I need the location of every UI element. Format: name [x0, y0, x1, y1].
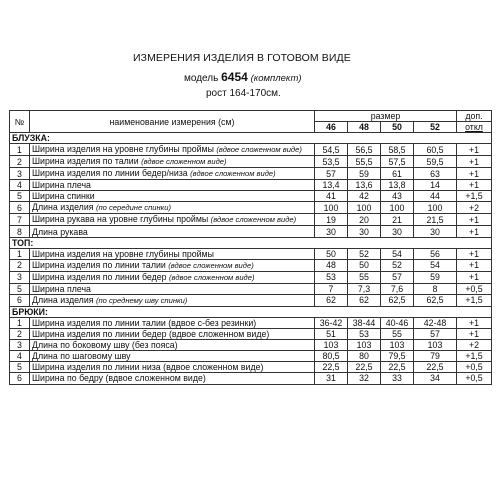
row-number: 1 — [10, 144, 30, 156]
measurement-label: Длина по шаговому шву — [32, 351, 131, 362]
measurement-label: Ширина изделия по линии низа (вдвое сложенном виде) — [32, 362, 264, 373]
size-value: 42-48 — [414, 317, 457, 328]
measurement-name — [30, 191, 315, 202]
measurement-name — [30, 202, 315, 214]
measurement-label: Длина рукава — [32, 226, 88, 237]
size-value: 32 — [348, 373, 381, 384]
size-value: 57 — [315, 168, 348, 180]
tolerance-value: +1,5 — [457, 294, 492, 306]
table-row — [10, 283, 492, 294]
row-number: 3 — [10, 340, 30, 351]
size-value: 52 — [348, 248, 381, 259]
size-value: 62,5 — [381, 294, 414, 306]
header-sizes: размер — [315, 111, 457, 122]
measurement-label: Ширина изделия по линии талии (вдвое с-без резинки) — [32, 317, 257, 328]
size-value: 53 — [315, 271, 348, 283]
row-number: 5 — [10, 191, 30, 202]
tolerance-value: +0,5 — [457, 283, 492, 294]
row-number: 2 — [10, 156, 30, 168]
section-title: БЛУЗКА: — [10, 133, 492, 144]
size-value: 60,5 — [414, 144, 457, 156]
size-value: 48 — [315, 259, 348, 271]
measurement-name — [30, 226, 315, 237]
measurement-name — [30, 294, 315, 306]
measurement-label: Ширина изделия по линии бедер — [32, 271, 167, 282]
table-row — [10, 202, 492, 214]
size-value: 36-42 — [315, 317, 348, 328]
size-value: 50 — [348, 259, 381, 271]
measurement-label: Ширина изделия по линии бедер/низа — [32, 168, 188, 179]
tolerance-value: +1 — [457, 271, 492, 283]
size-value: 30 — [414, 226, 457, 237]
measurement-note: (по среднему шву спинки) — [95, 295, 188, 305]
table-row — [10, 373, 492, 384]
size-value: 55 — [381, 329, 414, 340]
header-tolerance-2: откл — [457, 122, 492, 133]
table-header-row-1 — [10, 111, 492, 122]
size-value: 62 — [315, 294, 348, 306]
size-value: 33 — [381, 373, 414, 384]
measurement-name — [30, 340, 315, 351]
header-number: № — [10, 111, 30, 133]
size-value: 54 — [381, 248, 414, 259]
row-number: 6 — [10, 202, 30, 214]
tolerance-value: +1 — [457, 180, 492, 191]
size-value: 59 — [348, 168, 381, 180]
size-value: 103 — [348, 340, 381, 351]
measurement-label: Ширина изделия по линии талии — [32, 259, 166, 270]
size-value: 38-44 — [348, 317, 381, 328]
measurement-name — [30, 259, 315, 271]
tolerance-value: +1 — [457, 329, 492, 340]
measurement-note: (вдвое сложенном виде) — [216, 145, 302, 155]
measurement-note: (вдвое сложенном виде) — [190, 169, 276, 179]
measurement-name — [30, 351, 315, 362]
size-value: 57 — [381, 271, 414, 283]
row-number: 2 — [10, 259, 30, 271]
row-number: 4 — [10, 180, 30, 191]
table-row — [10, 214, 492, 226]
table-row — [10, 156, 492, 168]
size-value: 8 — [414, 283, 457, 294]
size-value: 42 — [348, 191, 381, 202]
size-value: 61 — [381, 168, 414, 180]
tolerance-value: +1 — [457, 214, 492, 226]
row-number: 3 — [10, 168, 30, 180]
measurement-label: Длина изделия — [32, 294, 94, 305]
measurement-label: Ширина изделия по линии бедер (вдвое сложенном виде) — [32, 329, 270, 340]
measurement-label: Ширина изделия на уровне глубины проймы — [32, 248, 214, 259]
size-value: 103 — [414, 340, 457, 351]
size-value: 59,5 — [414, 156, 457, 168]
size-value: 30 — [315, 226, 348, 237]
size-value: 56,5 — [348, 144, 381, 156]
table-row — [10, 191, 492, 202]
size-value: 13,4 — [315, 180, 348, 191]
model-number: 6454 — [221, 70, 248, 84]
size-value: 53 — [348, 329, 381, 340]
size-value: 79 — [414, 351, 457, 362]
measurement-label: Длина по боковому шву (без пояса) — [32, 340, 178, 351]
size-value: 14 — [414, 180, 457, 191]
measurement-name — [30, 144, 315, 156]
row-number: 7 — [10, 214, 30, 226]
tolerance-value: +1,5 — [457, 351, 492, 362]
size-value: 21 — [381, 214, 414, 226]
tolerance-value: +1 — [457, 317, 492, 328]
tolerance-value: +1 — [457, 168, 492, 180]
size-value: 80 — [348, 351, 381, 362]
table-row — [10, 248, 492, 259]
table-row — [10, 168, 492, 180]
measurement-name — [30, 283, 315, 294]
measurement-label: Ширина изделия по талии — [32, 156, 139, 167]
size-value: 44 — [414, 191, 457, 202]
row-number: 3 — [10, 271, 30, 283]
document-title: ИЗМЕРЕНИЯ ИЗДЕЛИЯ В ГОТОВОМ ВИДЕ — [133, 52, 351, 64]
tolerance-value: +1 — [457, 226, 492, 237]
measurement-label: Длина изделия — [32, 202, 94, 213]
measurement-name — [30, 168, 315, 180]
size-value: 22,5 — [315, 362, 348, 373]
model-note: (комплект) — [250, 73, 302, 84]
size-value: 22,5 — [348, 362, 381, 373]
measurement-name — [30, 248, 315, 259]
size-value: 21,5 — [414, 214, 457, 226]
measurement-label: Ширина спинки — [32, 191, 95, 202]
size-value: 34 — [414, 373, 457, 384]
height-range: рост 164-170см. — [206, 88, 281, 99]
measurement-name — [30, 317, 315, 328]
size-value: 51 — [315, 329, 348, 340]
row-number: 4 — [10, 351, 30, 362]
size-value: 30 — [348, 226, 381, 237]
measurement-note: (вдвое сложенном виде) — [141, 157, 227, 167]
size-value: 100 — [381, 202, 414, 214]
measurement-name — [30, 156, 315, 168]
size-46: 46 — [315, 122, 348, 133]
table-row — [10, 351, 492, 362]
row-number: 1 — [10, 317, 30, 328]
table-row — [10, 340, 492, 351]
size-value: 80,5 — [315, 351, 348, 362]
size-value: 52 — [381, 259, 414, 271]
size-value: 57 — [414, 329, 457, 340]
size-value: 59 — [414, 271, 457, 283]
table-row — [10, 271, 492, 283]
size-value: 43 — [381, 191, 414, 202]
size-value: 13,6 — [348, 180, 381, 191]
size-value: 41 — [315, 191, 348, 202]
size-52: 52 — [414, 122, 457, 133]
row-number: 8 — [10, 226, 30, 237]
section-title: БРЮКИ: — [10, 306, 492, 317]
section-row — [10, 133, 492, 144]
measurement-name — [30, 214, 315, 226]
size-value: 54 — [414, 259, 457, 271]
tolerance-value: +1 — [457, 248, 492, 259]
table-row — [10, 259, 492, 271]
header-tolerance: доп. — [457, 111, 492, 122]
size-50: 50 — [381, 122, 414, 133]
size-value: 55,5 — [348, 156, 381, 168]
table-row — [10, 317, 492, 328]
size-value: 57,5 — [381, 156, 414, 168]
size-value: 50 — [315, 248, 348, 259]
size-value: 40-46 — [381, 317, 414, 328]
tolerance-value: +1 — [457, 259, 492, 271]
table-row — [10, 362, 492, 373]
row-number: 6 — [10, 373, 30, 384]
size-value: 79,5 — [381, 351, 414, 362]
measurement-label: Ширина плеча — [32, 180, 91, 191]
size-value: 55 — [348, 271, 381, 283]
size-value: 22,5 — [414, 362, 457, 373]
size-value: 7,6 — [381, 283, 414, 294]
size-value: 7,3 — [348, 283, 381, 294]
size-value: 100 — [348, 202, 381, 214]
measurement-name — [30, 271, 315, 283]
section-row — [10, 237, 492, 248]
size-value: 22,5 — [381, 362, 414, 373]
size-value: 103 — [381, 340, 414, 351]
measurement-table — [9, 110, 492, 385]
measurement-label: Ширина по бедру (вдвое сложенном виде) — [32, 373, 206, 384]
measurement-name — [30, 373, 315, 384]
measurement-name — [30, 180, 315, 191]
measurement-note: (вдвое сложенном виде) — [169, 272, 255, 282]
size-value: 20 — [348, 214, 381, 226]
size-value: 54,5 — [315, 144, 348, 156]
row-number: 5 — [10, 362, 30, 373]
size-48: 48 — [348, 122, 381, 133]
size-value: 56 — [414, 248, 457, 259]
size-value: 62,5 — [414, 294, 457, 306]
measurement-note: (вдвое сложенном виде) — [210, 215, 297, 225]
size-value: 58,5 — [381, 144, 414, 156]
model-label: модель — [184, 73, 219, 84]
header-measurement-name: наименование измерения (см) — [30, 111, 315, 133]
measurement-note: (вдвое сложенном виде) — [168, 260, 254, 270]
model-line — [184, 70, 302, 84]
section-title: ТОП: — [10, 237, 492, 248]
measurement-name — [30, 362, 315, 373]
size-value: 19 — [315, 214, 348, 226]
size-value: 30 — [381, 226, 414, 237]
tolerance-value: +1,5 — [457, 191, 492, 202]
measurement-note: (по середине спинки) — [95, 203, 172, 213]
size-value: 62 — [348, 294, 381, 306]
row-number: 6 — [10, 294, 30, 306]
row-number: 1 — [10, 248, 30, 259]
size-value: 103 — [315, 340, 348, 351]
size-value: 31 — [315, 373, 348, 384]
tolerance-value: +0,5 — [457, 373, 492, 384]
table-row — [10, 294, 492, 306]
size-value: 53,5 — [315, 156, 348, 168]
measurement-label: Ширина рукава на уровне глубины проймы — [32, 214, 209, 225]
row-number: 2 — [10, 329, 30, 340]
measurement-name — [30, 329, 315, 340]
measurement-label: Ширина изделия на уровне глубины проймы — [32, 144, 214, 155]
size-value: 63 — [414, 168, 457, 180]
size-value: 13,8 — [381, 180, 414, 191]
size-value: 100 — [414, 202, 457, 214]
table-row — [10, 226, 492, 237]
size-value: 7 — [315, 283, 348, 294]
tolerance-value: +2 — [457, 340, 492, 351]
measurement-label: Ширина плеча — [32, 283, 91, 294]
section-row — [10, 306, 492, 317]
tolerance-value: +0,5 — [457, 362, 492, 373]
tolerance-value: +2 — [457, 202, 492, 214]
table-row — [10, 329, 492, 340]
tolerance-value: +1 — [457, 156, 492, 168]
size-value: 100 — [315, 202, 348, 214]
table-row — [10, 144, 492, 156]
tolerance-value: +1 — [457, 144, 492, 156]
row-number: 5 — [10, 283, 30, 294]
table-row — [10, 180, 492, 191]
